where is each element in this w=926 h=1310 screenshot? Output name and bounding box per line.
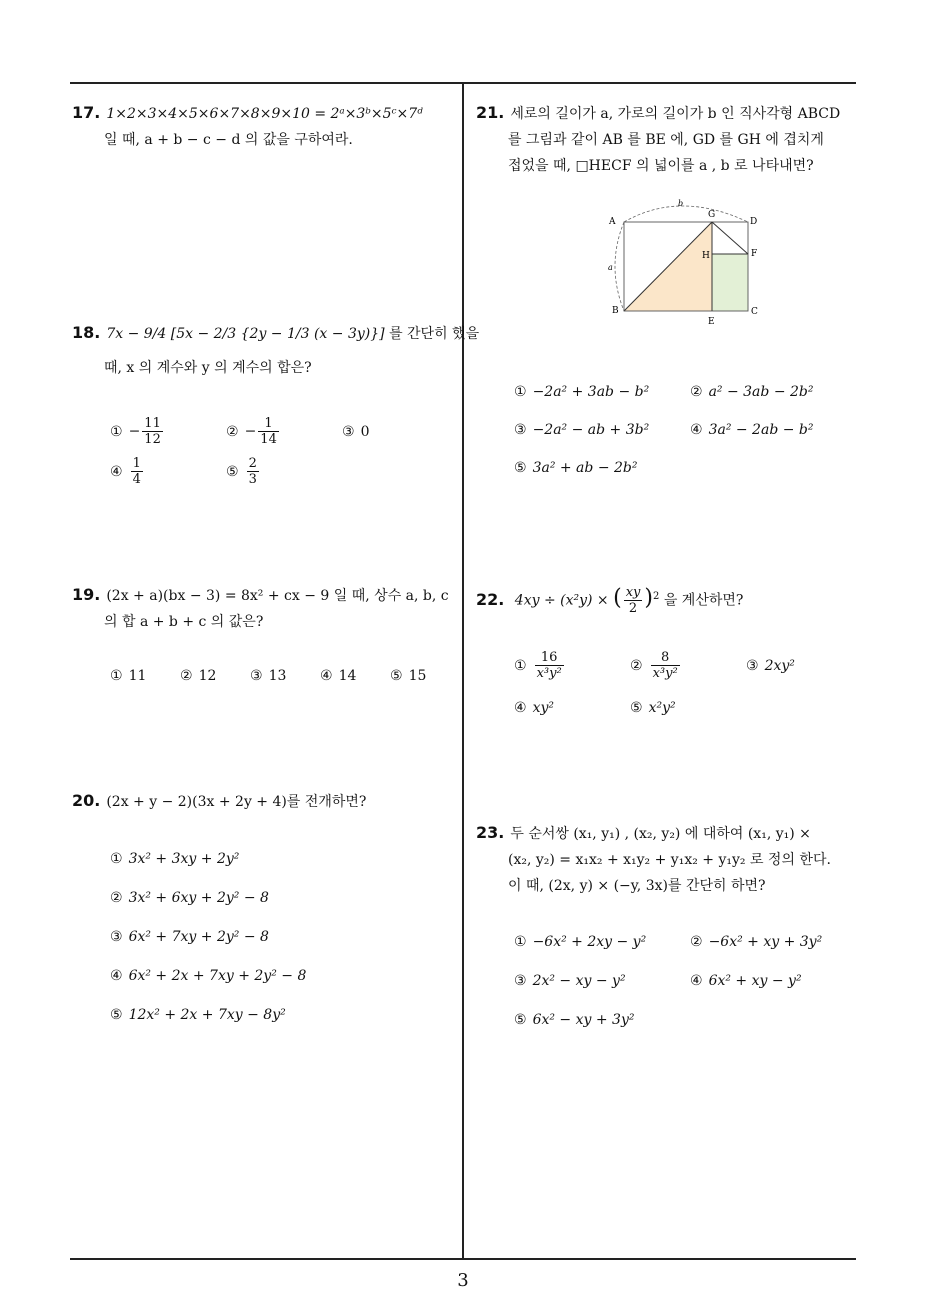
answer-option-4[interactable]: ④ 6x² + 2x + 7xy + 2y² − 8 [110, 968, 307, 984]
answer-option-5[interactable]: ⑤ x²y² [630, 700, 676, 716]
segment-gf [712, 222, 748, 254]
exponent: 2 [653, 591, 660, 602]
answer-option-2[interactable]: ② − $\frac{1}{14}$ [226, 416, 277, 447]
answer-option-5[interactable]: ⑤ 15 [390, 668, 427, 684]
question-23 [476, 820, 860, 899]
label-side-a: a [608, 263, 613, 272]
label-b: B [612, 306, 619, 316]
answer-option-4[interactable]: ④ 14 [320, 668, 357, 684]
label-c: C [751, 307, 758, 317]
question-text: 세로의 길이가 a, 가로의 길이가 b 인 직사각형 ABCD [510, 106, 841, 122]
question-text: 를 그림과 같이 AB 를 BE 에, GD 를 GH 에 겹치게 [508, 132, 824, 148]
fraction: $\frac{8}{\text{x³y²}}$ [652, 650, 678, 681]
question-text: 를 간단히 했을 [389, 326, 480, 342]
column-divider [462, 82, 464, 1260]
question-number: 19. [72, 585, 101, 604]
question-text: 의 합 a + b + c 의 값은? [104, 614, 264, 630]
label-h: H [702, 251, 710, 261]
question-text: (2x + y − 2)(3x + 2y + 4)를 전개하면? [106, 794, 367, 810]
answer-option-2[interactable]: ② 12 [180, 668, 217, 684]
question-number: 17. [72, 103, 101, 122]
question-20 [72, 788, 458, 815]
question-text: 을 계산하면? [663, 592, 744, 609]
answer-option-5[interactable]: ⑤ $\frac{2}{3}$ [226, 456, 257, 487]
answer-option-5[interactable]: ⑤ 12x² + 2x + 7xy − 8y² [110, 1007, 286, 1023]
answer-option-2[interactable]: ② −6x² + xy + 3y² [690, 934, 823, 950]
answer-option-2[interactable]: ② 3x² + 6xy + 2y² − 8 [110, 890, 269, 906]
answer-option-1[interactable]: ① 3x² + 3xy + 2y² [110, 851, 240, 867]
answer-option-5[interactable]: ⑤ 6x² − xy + 3y² [514, 1012, 635, 1028]
question-text: 이 때, (2x, y) × (−y, 3x)를 간단히 하면? [508, 878, 766, 894]
page-number: 3 [457, 1270, 469, 1291]
answer-option-2[interactable]: ② a² − 3ab − 2b² [690, 384, 814, 400]
answer-option-3[interactable]: ③ 2xy² [746, 658, 795, 674]
label-f: F [751, 249, 758, 259]
question-21 [476, 100, 860, 179]
question-number: 23. [476, 823, 505, 842]
rectangle-fold-figure [600, 196, 770, 332]
label-e: E [708, 317, 715, 327]
arc-b [624, 206, 748, 222]
answer-option-1[interactable]: ① $\frac{16}{\text{x³y²}}$ [514, 650, 562, 681]
answer-option-3[interactable]: ③ 2x² − xy − y² [514, 973, 626, 989]
fraction: $\frac{16}{\text{x³y²}}$ [536, 650, 562, 681]
answer-option-3[interactable]: ③ −2a² − ab + 3b² [514, 422, 650, 438]
answer-option-3[interactable]: ③ 0 [342, 424, 370, 440]
question-text: (x₂, y₂) = x₁x₂ + x₁y₂ + y₁x₂ + y₁y₂ 로 정의 한다. [508, 852, 831, 868]
fraction: $\frac{11}{12}$ [144, 416, 161, 447]
fraction: $\frac{2}{3}$ [248, 456, 257, 487]
answer-option-5[interactable]: ⑤ 3a² + ab − 2b² [514, 460, 638, 476]
question-number: 22. [476, 589, 505, 609]
question-text: 접었을 때, □HECF 의 넓이를 a , b 로 나타내면? [508, 158, 814, 174]
answer-option-4[interactable]: ④ xy² [514, 700, 554, 716]
question-number: 18. [72, 323, 101, 342]
answer-option-2[interactable]: ② $\frac{8}{\text{x³y²}}$ [630, 650, 678, 681]
label-side-b: b [678, 199, 684, 208]
question-17 [72, 100, 458, 153]
question-number: 20. [72, 791, 101, 810]
answer-option-3[interactable]: ③ 6x² + 7xy + 2y² − 8 [110, 929, 269, 945]
answer-option-1[interactable]: ① −6x² + 2xy − y² [514, 934, 647, 950]
question-text: 두 순서쌍 (x₁, y₁) , (x₂, y₂) 에 대하여 (x₁, y₁) × [510, 826, 811, 842]
label-a: A [609, 217, 616, 227]
question-22: 22. 4xy ÷ (x²y) × ( $\frac{xy}{2}$ )$^2$ 을 계산하면? [476, 585, 744, 617]
question-text: 때, x 의 계수와 y 의 계수의 합은? [104, 360, 312, 376]
answer-option-4[interactable]: ④ 3a² − 2ab − b² [690, 422, 814, 438]
question-expression: 7x − 9/4 [5x − 2/3 {2y − 1/3 (x − 3y)}] [106, 326, 385, 342]
question-18 [72, 320, 480, 381]
question-text: (2x + a)(bx − 3) = 8x² + cx − 9 일 때, 상수 a, b, c [106, 588, 449, 604]
answer-option-3[interactable]: ③ 13 [250, 668, 287, 684]
answer-option-4[interactable]: ④ 6x² + xy − y² [690, 973, 802, 989]
answer-option-1[interactable]: ① 11 [110, 668, 147, 684]
answer-option-1[interactable]: ① −2a² + 3ab − b² [514, 384, 650, 400]
fraction: $\frac{1}{14}$ [260, 416, 277, 447]
answer-option-1[interactable]: ① − $\frac{11}{12}$ [110, 416, 161, 447]
question-number: 21. [476, 103, 505, 122]
question-expression: 4xy ÷ (x²y) × [514, 592, 609, 609]
label-g: G [708, 210, 716, 220]
label-d: D [750, 217, 758, 227]
arc-a [615, 222, 624, 311]
question-19 [72, 582, 458, 635]
answer-option-4[interactable]: ④ $\frac{1}{4}$ [110, 456, 141, 487]
fraction: $\frac{1}{4}$ [132, 456, 141, 487]
question-text: 일 때, a + b − c − d 의 값을 구하여라. [104, 132, 353, 148]
question-text: 1×2×3×4×5×6×7×8×9×10 = 2ᵃ×3ᵇ×5ᶜ×7ᵈ [106, 106, 423, 122]
fraction: $\frac{xy}{2}$ [625, 585, 641, 617]
rectangle-hecf [712, 254, 748, 311]
bottom-rule [70, 1258, 856, 1260]
